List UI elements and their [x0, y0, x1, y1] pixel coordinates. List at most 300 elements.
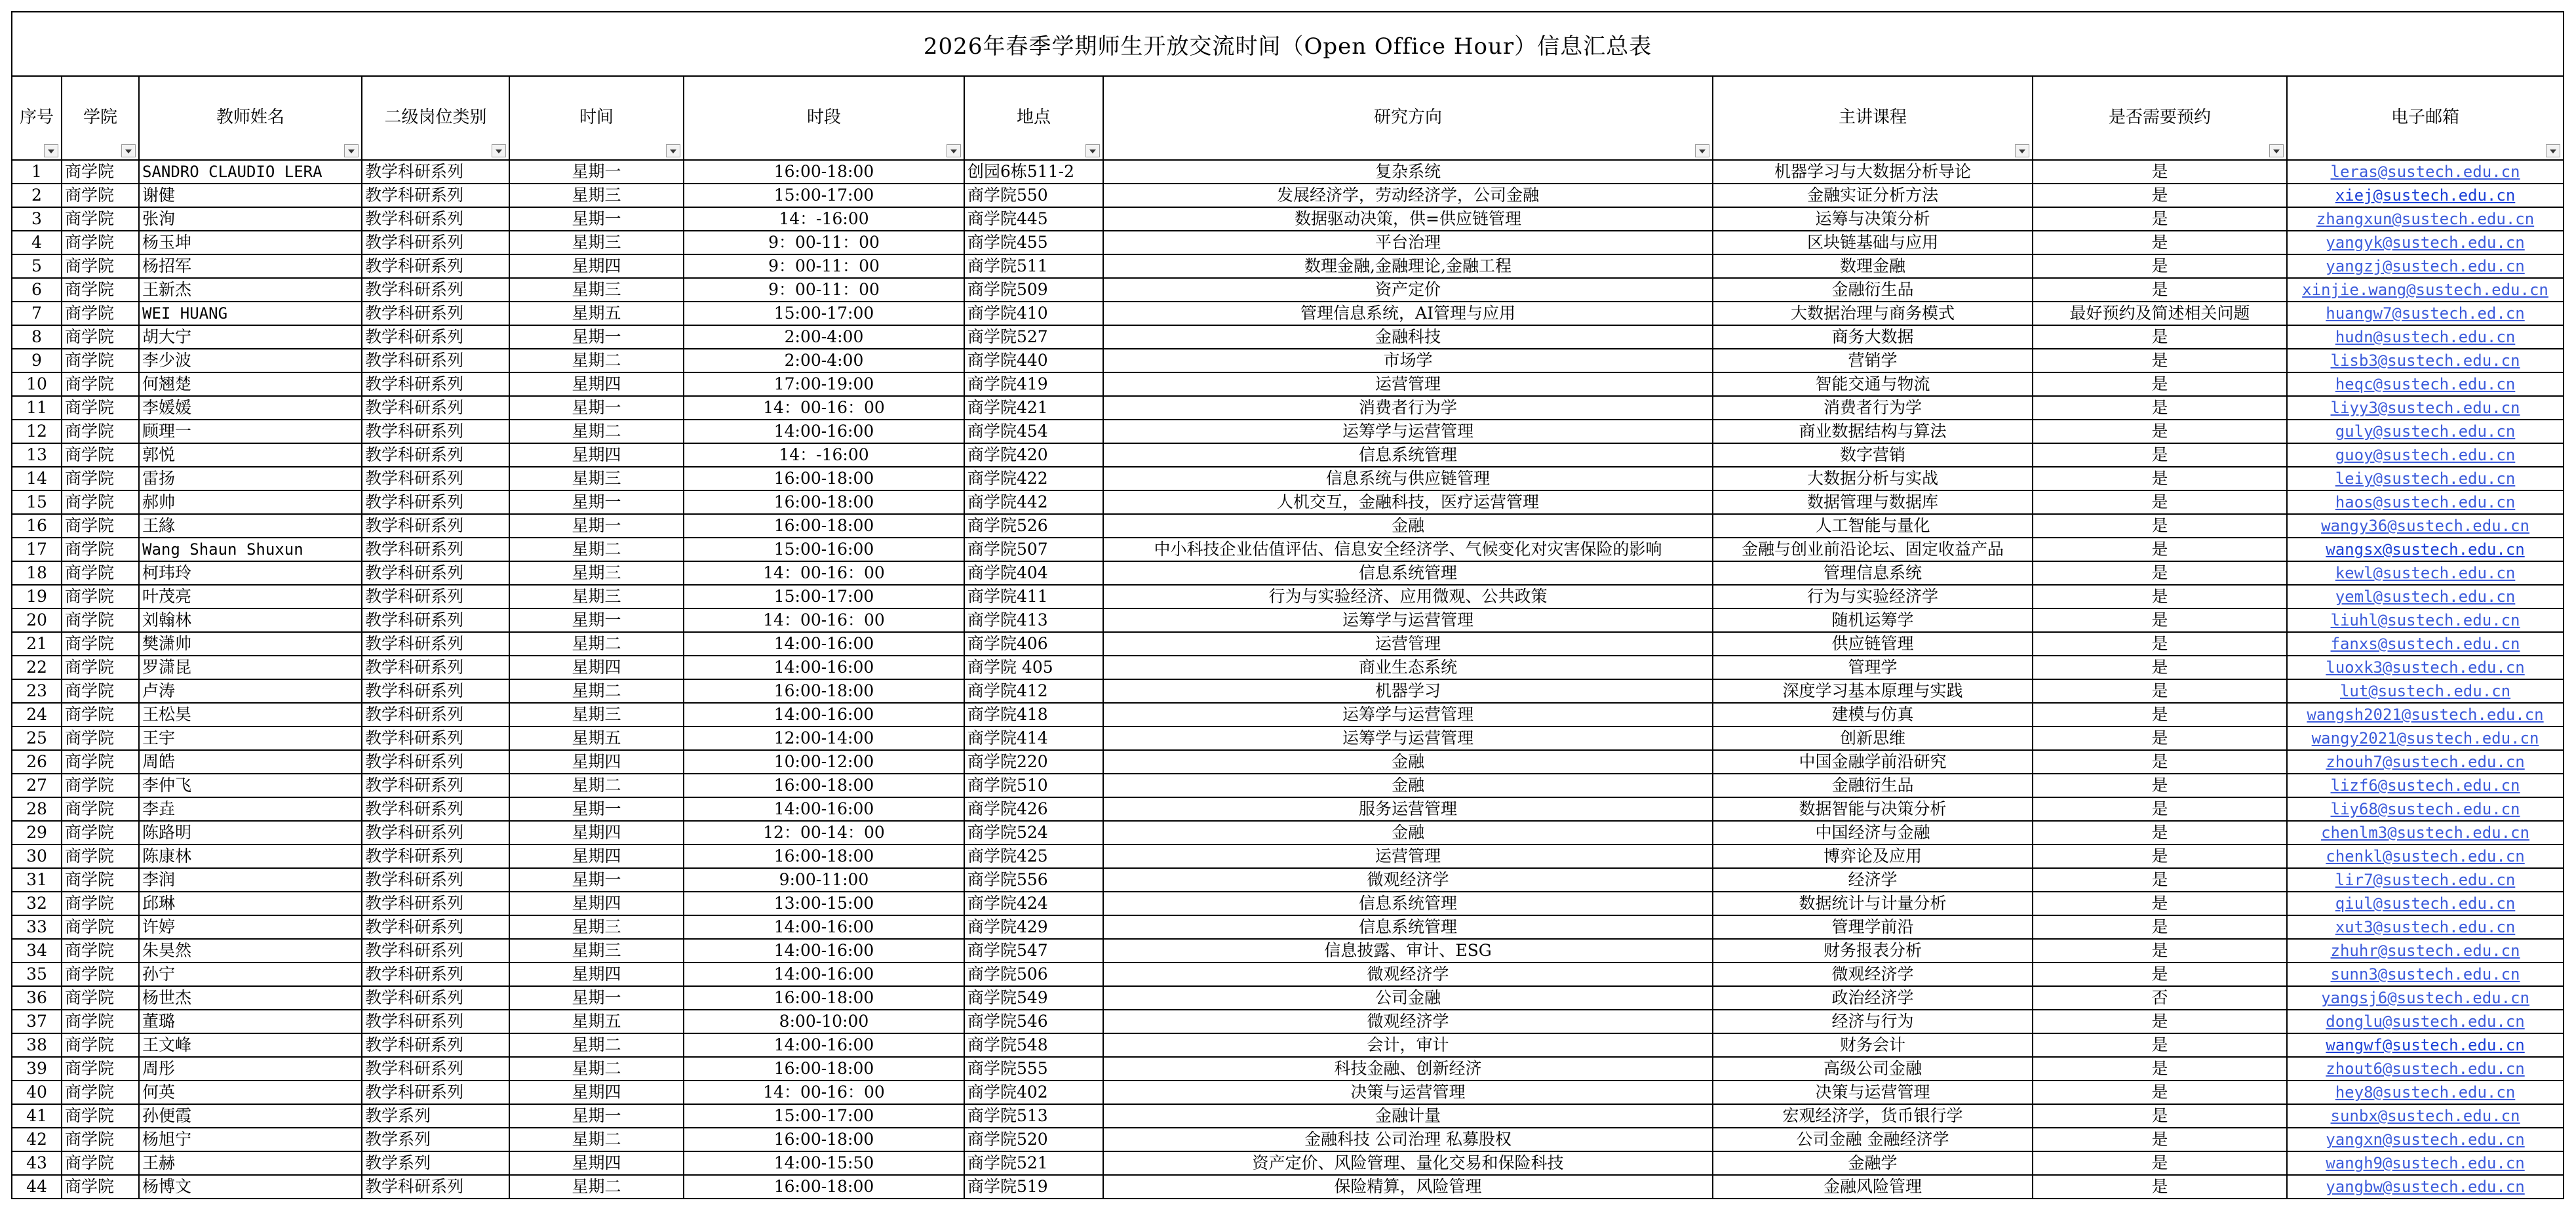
cell-teacher-name[interactable]: 陈康林	[139, 845, 362, 868]
cell-index[interactable]: 11	[12, 396, 62, 420]
cell-course[interactable]: 政治经济学	[1713, 986, 2033, 1010]
email-link[interactable]: donglu@sustech.edu.cn	[2326, 1012, 2525, 1031]
cell-location[interactable]: 商学院410	[964, 302, 1103, 325]
cell-time-slot[interactable]: 14:00-16:00	[684, 703, 964, 726]
cell-position-category[interactable]: 教学系列	[362, 1151, 509, 1175]
cell-research-area[interactable]: 复杂系统	[1103, 160, 1713, 184]
cell-reservation-required[interactable]: 是	[2033, 845, 2287, 868]
cell-teacher-name[interactable]: 杨博文	[139, 1175, 362, 1199]
email-link[interactable]: haos@sustech.edu.cn	[2335, 493, 2516, 511]
cell-index[interactable]: 8	[12, 325, 62, 349]
cell-reservation-required[interactable]: 最好预约及简述相关问题	[2033, 302, 2287, 325]
cell-time-slot[interactable]: 14：00-16：00	[684, 608, 964, 632]
cell-index[interactable]: 33	[12, 915, 62, 939]
cell-teacher-name[interactable]: Wang Shaun Shuxun	[139, 538, 362, 561]
cell-course[interactable]: 财务报表分析	[1713, 939, 2033, 963]
cell-location[interactable]: 商学院527	[964, 325, 1103, 349]
cell-reservation-required[interactable]: 是	[2033, 325, 2287, 349]
cell-research-area[interactable]: 运营管理	[1103, 372, 1713, 396]
cell-time-slot[interactable]: 14:00-16:00	[684, 939, 964, 963]
cell-college[interactable]: 商学院	[62, 845, 139, 868]
cell-weekday[interactable]: 星期二	[509, 1057, 684, 1081]
cell-index[interactable]: 28	[12, 797, 62, 821]
email-link[interactable]: yangsj6@sustech.edu.cn	[2321, 989, 2529, 1007]
email-link[interactable]: wangh9@sustech.edu.cn	[2326, 1154, 2525, 1172]
cell-location[interactable]: 商学院513	[964, 1104, 1103, 1128]
cell-research-area[interactable]: 信息系统管理	[1103, 561, 1713, 585]
cell-college[interactable]: 商学院	[62, 1033, 139, 1057]
cell-course[interactable]: 管理学	[1713, 656, 2033, 679]
cell-weekday[interactable]: 星期二	[509, 420, 684, 443]
cell-time-slot[interactable]: 14：00-16：00	[684, 396, 964, 420]
email-link[interactable]: wangy36@sustech.edu.cn	[2321, 517, 2529, 535]
cell-weekday[interactable]: 星期一	[509, 160, 684, 184]
cell-location[interactable]: 商学院507	[964, 538, 1103, 561]
cell-time-slot[interactable]: 9：00-11：00	[684, 254, 964, 278]
cell-teacher-name[interactable]: 樊潇帅	[139, 632, 362, 656]
cell-college[interactable]: 商学院	[62, 726, 139, 750]
cell-time-slot[interactable]: 14：00-16：00	[684, 1081, 964, 1104]
email-link[interactable]: guly@sustech.edu.cn	[2335, 422, 2516, 441]
cell-location[interactable]: 商学院548	[964, 1033, 1103, 1057]
cell-reservation-required[interactable]: 是	[2033, 278, 2287, 302]
cell-reservation-required[interactable]: 是	[2033, 467, 2287, 490]
cell-position-category[interactable]: 教学科研系列	[362, 585, 509, 608]
cell-time-slot[interactable]: 9:00-11:00	[684, 868, 964, 892]
cell-index[interactable]: 17	[12, 538, 62, 561]
cell-course[interactable]: 高级公司金融	[1713, 1057, 2033, 1081]
cell-index[interactable]: 9	[12, 349, 62, 372]
cell-research-area[interactable]: 信息系统管理	[1103, 892, 1713, 915]
cell-position-category[interactable]: 教学科研系列	[362, 1010, 509, 1033]
cell-college[interactable]: 商学院	[62, 774, 139, 797]
cell-weekday[interactable]: 星期三	[509, 939, 684, 963]
cell-weekday[interactable]: 星期五	[509, 1010, 684, 1033]
cell-reservation-required[interactable]: 是	[2033, 160, 2287, 184]
cell-research-area[interactable]: 微观经济学	[1103, 868, 1713, 892]
cell-position-category[interactable]: 教学科研系列	[362, 868, 509, 892]
email-link[interactable]: xiej@sustech.edu.cn	[2335, 186, 2516, 205]
cell-research-area[interactable]: 数理金融,金融理论,金融工程	[1103, 254, 1713, 278]
cell-position-category[interactable]: 教学科研系列	[362, 703, 509, 726]
cell-course[interactable]: 大数据治理与商务模式	[1713, 302, 2033, 325]
cell-weekday[interactable]: 星期四	[509, 1151, 684, 1175]
cell-index[interactable]: 20	[12, 608, 62, 632]
cell-reservation-required[interactable]: 是	[2033, 963, 2287, 986]
cell-position-category[interactable]: 教学科研系列	[362, 254, 509, 278]
cell-weekday[interactable]: 星期三	[509, 184, 684, 207]
cell-teacher-name[interactable]: 何英	[139, 1081, 362, 1104]
email-link[interactable]: lizf6@sustech.edu.cn	[2330, 776, 2520, 795]
cell-reservation-required[interactable]: 是	[2033, 608, 2287, 632]
cell-course[interactable]: 财务会计	[1713, 1033, 2033, 1057]
cell-course[interactable]: 中国金融学前沿研究	[1713, 750, 2033, 774]
cell-index[interactable]: 16	[12, 514, 62, 538]
cell-time-slot[interactable]: 9：00-11：00	[684, 278, 964, 302]
cell-location[interactable]: 商学院424	[964, 892, 1103, 915]
cell-reservation-required[interactable]: 是	[2033, 1033, 2287, 1057]
cell-time-slot[interactable]: 14：00-16：00	[684, 561, 964, 585]
cell-index[interactable]: 21	[12, 632, 62, 656]
cell-research-area[interactable]: 运营管理	[1103, 845, 1713, 868]
cell-research-area[interactable]: 信息系统管理	[1103, 443, 1713, 467]
email-link[interactable]: fanxs@sustech.edu.cn	[2330, 635, 2520, 653]
filter-dropdown-icon[interactable]	[1695, 144, 1709, 157]
cell-teacher-name[interactable]: 刘翰林	[139, 608, 362, 632]
cell-college[interactable]: 商学院	[62, 396, 139, 420]
cell-location[interactable]: 商学院521	[964, 1151, 1103, 1175]
cell-time-slot[interactable]: 2:00-4:00	[684, 349, 964, 372]
cell-research-area[interactable]: 信息系统与供应链管理	[1103, 467, 1713, 490]
cell-college[interactable]: 商学院	[62, 986, 139, 1010]
cell-position-category[interactable]: 教学科研系列	[362, 490, 509, 514]
filter-dropdown-icon[interactable]	[946, 144, 961, 157]
cell-index[interactable]: 14	[12, 467, 62, 490]
cell-teacher-name[interactable]: 郝帅	[139, 490, 362, 514]
cell-weekday[interactable]: 星期三	[509, 467, 684, 490]
cell-college[interactable]: 商学院	[62, 420, 139, 443]
cell-position-category[interactable]: 教学科研系列	[362, 396, 509, 420]
cell-reservation-required[interactable]: 是	[2033, 1175, 2287, 1199]
cell-time-slot[interactable]: 16:00-18:00	[684, 514, 964, 538]
cell-location[interactable]: 商学院419	[964, 372, 1103, 396]
cell-index[interactable]: 23	[12, 679, 62, 703]
cell-location[interactable]: 商学院546	[964, 1010, 1103, 1033]
cell-time-slot[interactable]: 16:00-18:00	[684, 774, 964, 797]
email-link[interactable]: zhuhr@sustech.edu.cn	[2330, 942, 2520, 960]
cell-reservation-required[interactable]: 是	[2033, 443, 2287, 467]
cell-research-area[interactable]: 保险精算，风险管理	[1103, 1175, 1713, 1199]
cell-location[interactable]: 商学院445	[964, 207, 1103, 231]
cell-index[interactable]: 26	[12, 750, 62, 774]
cell-weekday[interactable]: 星期四	[509, 1081, 684, 1104]
email-link[interactable]: sunn3@sustech.edu.cn	[2330, 965, 2520, 984]
cell-teacher-name[interactable]: 李润	[139, 868, 362, 892]
cell-time-slot[interactable]: 16:00-18:00	[684, 1175, 964, 1199]
email-link[interactable]: huangw7@sustech.ed.cn	[2326, 304, 2525, 323]
cell-location[interactable]: 商学院411	[964, 585, 1103, 608]
cell-college[interactable]: 商学院	[62, 325, 139, 349]
filter-dropdown-icon[interactable]	[2546, 144, 2560, 157]
cell-weekday[interactable]: 星期一	[509, 207, 684, 231]
cell-position-category[interactable]: 教学科研系列	[362, 325, 509, 349]
cell-index[interactable]: 37	[12, 1010, 62, 1033]
cell-time-slot[interactable]: 14:00-16:00	[684, 632, 964, 656]
cell-time-slot[interactable]: 15:00-17:00	[684, 184, 964, 207]
cell-position-category[interactable]: 教学科研系列	[362, 420, 509, 443]
cell-position-category[interactable]: 教学科研系列	[362, 538, 509, 561]
cell-weekday[interactable]: 星期一	[509, 396, 684, 420]
cell-time-slot[interactable]: 14:00-16:00	[684, 963, 964, 986]
cell-weekday[interactable]: 星期一	[509, 490, 684, 514]
cell-position-category[interactable]: 教学科研系列	[362, 986, 509, 1010]
email-link[interactable]: chenkl@sustech.edu.cn	[2326, 847, 2525, 865]
cell-reservation-required[interactable]: 是	[2033, 1081, 2287, 1104]
cell-time-slot[interactable]: 16:00-18:00	[684, 679, 964, 703]
cell-college[interactable]: 商学院	[62, 656, 139, 679]
email-link[interactable]: guoy@sustech.edu.cn	[2335, 446, 2516, 464]
cell-position-category[interactable]: 教学系列	[362, 1128, 509, 1151]
cell-course[interactable]: 管理学前沿	[1713, 915, 2033, 939]
cell-position-category[interactable]: 教学科研系列	[362, 514, 509, 538]
cell-college[interactable]: 商学院	[62, 679, 139, 703]
cell-position-category[interactable]: 教学科研系列	[362, 443, 509, 467]
cell-course[interactable]: 微观经济学	[1713, 963, 2033, 986]
cell-index[interactable]: 31	[12, 868, 62, 892]
cell-research-area[interactable]: 微观经济学	[1103, 963, 1713, 986]
cell-research-area[interactable]: 运筹学与运营管理	[1103, 703, 1713, 726]
cell-course[interactable]: 金融实证分析方法	[1713, 184, 2033, 207]
cell-teacher-name[interactable]: 李少波	[139, 349, 362, 372]
cell-course[interactable]: 经济学	[1713, 868, 2033, 892]
cell-course[interactable]: 行为与实验经济学	[1713, 585, 2033, 608]
cell-course[interactable]: 深度学习基本原理与实践	[1713, 679, 2033, 703]
cell-index[interactable]: 39	[12, 1057, 62, 1081]
cell-time-slot[interactable]: 16:00-18:00	[684, 490, 964, 514]
cell-course[interactable]: 金融与创业前沿论坛、固定收益产品	[1713, 538, 2033, 561]
cell-college[interactable]: 商学院	[62, 302, 139, 325]
cell-research-area[interactable]: 科技金融、创新经济	[1103, 1057, 1713, 1081]
cell-college[interactable]: 商学院	[62, 514, 139, 538]
cell-position-category[interactable]: 教学科研系列	[362, 207, 509, 231]
cell-reservation-required[interactable]: 是	[2033, 797, 2287, 821]
cell-teacher-name[interactable]: WEI HUANG	[139, 302, 362, 325]
cell-time-slot[interactable]: 14:00-16:00	[684, 1033, 964, 1057]
email-link[interactable]: yeml@sustech.edu.cn	[2335, 587, 2516, 606]
email-link[interactable]: liuhl@sustech.edu.cn	[2330, 611, 2520, 629]
email-link[interactable]: hudn@sustech.edu.cn	[2335, 328, 2516, 346]
cell-college[interactable]: 商学院	[62, 750, 139, 774]
cell-course[interactable]: 金融风险管理	[1713, 1175, 2033, 1199]
email-link[interactable]: yangyk@sustech.edu.cn	[2326, 233, 2525, 252]
cell-reservation-required[interactable]: 是	[2033, 774, 2287, 797]
cell-teacher-name[interactable]: 谢健	[139, 184, 362, 207]
cell-teacher-name[interactable]: 李媛媛	[139, 396, 362, 420]
cell-reservation-required[interactable]: 是	[2033, 207, 2287, 231]
cell-time-slot[interactable]: 17:00-19:00	[684, 372, 964, 396]
cell-weekday[interactable]: 星期二	[509, 679, 684, 703]
cell-course[interactable]: 公司金融 金融经济学	[1713, 1128, 2033, 1151]
cell-weekday[interactable]: 星期四	[509, 372, 684, 396]
filter-dropdown-icon[interactable]	[44, 144, 58, 157]
cell-time-slot[interactable]: 8:00-10:00	[684, 1010, 964, 1033]
cell-location[interactable]: 商学院418	[964, 703, 1103, 726]
cell-teacher-name[interactable]: 杨世杰	[139, 986, 362, 1010]
email-link[interactable]: lir7@sustech.edu.cn	[2335, 871, 2516, 889]
cell-teacher-name[interactable]: 王赫	[139, 1151, 362, 1175]
filter-dropdown-icon[interactable]	[2269, 144, 2284, 157]
cell-reservation-required[interactable]: 是	[2033, 349, 2287, 372]
cell-weekday[interactable]: 星期二	[509, 632, 684, 656]
cell-college[interactable]: 商学院	[62, 915, 139, 939]
cell-location[interactable]: 商学院511	[964, 254, 1103, 278]
cell-weekday[interactable]: 星期一	[509, 797, 684, 821]
cell-position-category[interactable]: 教学科研系列	[362, 656, 509, 679]
cell-college[interactable]: 商学院	[62, 963, 139, 986]
cell-weekday[interactable]: 星期四	[509, 963, 684, 986]
cell-reservation-required[interactable]: 否	[2033, 986, 2287, 1010]
cell-course[interactable]: 创新思维	[1713, 726, 2033, 750]
cell-research-area[interactable]: 服务运营管理	[1103, 797, 1713, 821]
cell-location[interactable]: 商学院412	[964, 679, 1103, 703]
cell-college[interactable]: 商学院	[62, 184, 139, 207]
cell-course[interactable]: 供应链管理	[1713, 632, 2033, 656]
cell-research-area[interactable]: 金融科技	[1103, 325, 1713, 349]
cell-location[interactable]: 商学院520	[964, 1128, 1103, 1151]
cell-research-area[interactable]: 金融	[1103, 774, 1713, 797]
cell-index[interactable]: 43	[12, 1151, 62, 1175]
cell-teacher-name[interactable]: 王緣	[139, 514, 362, 538]
cell-course[interactable]: 数据统计与计量分析	[1713, 892, 2033, 915]
cell-college[interactable]: 商学院	[62, 231, 139, 254]
cell-location[interactable]: 商学院422	[964, 467, 1103, 490]
cell-index[interactable]: 41	[12, 1104, 62, 1128]
cell-weekday[interactable]: 星期三	[509, 585, 684, 608]
cell-college[interactable]: 商学院	[62, 797, 139, 821]
cell-time-slot[interactable]: 14:00-16:00	[684, 656, 964, 679]
cell-research-area[interactable]: 人机交互，金融科技，医疗运营管理	[1103, 490, 1713, 514]
cell-position-category[interactable]: 教学科研系列	[362, 467, 509, 490]
cell-research-area[interactable]: 信息披露、审计、ESG	[1103, 939, 1713, 963]
cell-time-slot[interactable]: 12:00-14:00	[684, 726, 964, 750]
cell-time-slot[interactable]: 15:00-17:00	[684, 585, 964, 608]
cell-location[interactable]: 商学院413	[964, 608, 1103, 632]
filter-dropdown-icon[interactable]	[344, 144, 359, 157]
cell-index[interactable]: 19	[12, 585, 62, 608]
cell-index[interactable]: 36	[12, 986, 62, 1010]
cell-teacher-name[interactable]: 王新杰	[139, 278, 362, 302]
cell-weekday[interactable]: 星期四	[509, 254, 684, 278]
cell-college[interactable]: 商学院	[62, 207, 139, 231]
cell-time-slot[interactable]: 15:00-16:00	[684, 538, 964, 561]
cell-index[interactable]: 34	[12, 939, 62, 963]
cell-index[interactable]: 38	[12, 1033, 62, 1057]
cell-research-area[interactable]: 金融	[1103, 821, 1713, 845]
cell-position-category[interactable]: 教学科研系列	[362, 160, 509, 184]
email-link[interactable]: wangsx@sustech.edu.cn	[2326, 540, 2525, 559]
cell-time-slot[interactable]: 16:00-18:00	[684, 986, 964, 1010]
cell-location[interactable]: 商学院220	[964, 750, 1103, 774]
cell-position-category[interactable]: 教学科研系列	[362, 939, 509, 963]
cell-weekday[interactable]: 星期四	[509, 821, 684, 845]
cell-location[interactable]: 商学院526	[964, 514, 1103, 538]
cell-course[interactable]: 数理金融	[1713, 254, 2033, 278]
cell-index[interactable]: 29	[12, 821, 62, 845]
cell-college[interactable]: 商学院	[62, 254, 139, 278]
cell-weekday[interactable]: 星期一	[509, 608, 684, 632]
email-link[interactable]: hey8@sustech.edu.cn	[2335, 1083, 2516, 1102]
cell-time-slot[interactable]: 14：-16:00	[684, 207, 964, 231]
cell-weekday[interactable]: 星期三	[509, 915, 684, 939]
cell-research-area[interactable]: 资产定价、风险管理、量化交易和保险科技	[1103, 1151, 1713, 1175]
cell-reservation-required[interactable]: 是	[2033, 254, 2287, 278]
cell-course[interactable]: 数据管理与数据库	[1713, 490, 2033, 514]
cell-teacher-name[interactable]: 王宇	[139, 726, 362, 750]
cell-location[interactable]: 商学院442	[964, 490, 1103, 514]
cell-location[interactable]: 商学院425	[964, 845, 1103, 868]
cell-college[interactable]: 商学院	[62, 1175, 139, 1199]
filter-dropdown-icon[interactable]	[2015, 144, 2029, 157]
cell-index[interactable]: 24	[12, 703, 62, 726]
cell-teacher-name[interactable]: 许婷	[139, 915, 362, 939]
cell-location[interactable]: 商学院426	[964, 797, 1103, 821]
cell-teacher-name[interactable]: 孙宁	[139, 963, 362, 986]
cell-weekday[interactable]: 星期二	[509, 774, 684, 797]
cell-course[interactable]: 金融衍生品	[1713, 278, 2033, 302]
cell-teacher-name[interactable]: 王松昊	[139, 703, 362, 726]
cell-location[interactable]: 商学院406	[964, 632, 1103, 656]
cell-reservation-required[interactable]: 是	[2033, 538, 2287, 561]
cell-course[interactable]: 商务大数据	[1713, 325, 2033, 349]
cell-position-category[interactable]: 教学科研系列	[362, 349, 509, 372]
cell-location[interactable]: 商学院421	[964, 396, 1103, 420]
cell-weekday[interactable]: 星期四	[509, 656, 684, 679]
cell-location[interactable]: 商学院549	[964, 986, 1103, 1010]
cell-weekday[interactable]: 星期二	[509, 1033, 684, 1057]
cell-reservation-required[interactable]: 是	[2033, 420, 2287, 443]
cell-college[interactable]: 商学院	[62, 561, 139, 585]
cell-location[interactable]: 商学院440	[964, 349, 1103, 372]
cell-college[interactable]: 商学院	[62, 372, 139, 396]
cell-weekday[interactable]: 星期四	[509, 892, 684, 915]
cell-weekday[interactable]: 星期四	[509, 750, 684, 774]
cell-location[interactable]: 商学院404	[964, 561, 1103, 585]
cell-reservation-required[interactable]: 是	[2033, 1010, 2287, 1033]
cell-position-category[interactable]: 教学科研系列	[362, 302, 509, 325]
email-link[interactable]: leiy@sustech.edu.cn	[2335, 469, 2516, 488]
cell-teacher-name[interactable]: 雷扬	[139, 467, 362, 490]
cell-research-area[interactable]: 运筹学与运营管理	[1103, 726, 1713, 750]
cell-index[interactable]: 15	[12, 490, 62, 514]
cell-position-category[interactable]: 教学科研系列	[362, 750, 509, 774]
email-link[interactable]: liy68@sustech.edu.cn	[2330, 800, 2520, 818]
cell-index[interactable]: 1	[12, 160, 62, 184]
cell-teacher-name[interactable]: 郭悦	[139, 443, 362, 467]
cell-weekday[interactable]: 星期二	[509, 1128, 684, 1151]
cell-location[interactable]: 商学院547	[964, 939, 1103, 963]
cell-index[interactable]: 25	[12, 726, 62, 750]
cell-teacher-name[interactable]: 杨旭宁	[139, 1128, 362, 1151]
cell-location[interactable]: 商学院524	[964, 821, 1103, 845]
cell-reservation-required[interactable]: 是	[2033, 868, 2287, 892]
cell-position-category[interactable]: 教学科研系列	[362, 797, 509, 821]
cell-research-area[interactable]: 运筹学与运营管理	[1103, 608, 1713, 632]
cell-time-slot[interactable]: 16:00-18:00	[684, 1128, 964, 1151]
cell-college[interactable]: 商学院	[62, 939, 139, 963]
cell-course[interactable]: 经济与行为	[1713, 1010, 2033, 1033]
cell-reservation-required[interactable]: 是	[2033, 915, 2287, 939]
email-link[interactable]: wangsh2021@sustech.edu.cn	[2307, 706, 2544, 724]
cell-reservation-required[interactable]: 是	[2033, 632, 2287, 656]
email-link[interactable]: yangxn@sustech.edu.cn	[2326, 1130, 2525, 1149]
cell-position-category[interactable]: 教学科研系列	[362, 821, 509, 845]
cell-college[interactable]: 商学院	[62, 821, 139, 845]
cell-reservation-required[interactable]: 是	[2033, 396, 2287, 420]
filter-dropdown-icon[interactable]	[121, 144, 136, 157]
cell-position-category[interactable]: 教学科研系列	[362, 1175, 509, 1199]
cell-teacher-name[interactable]: 何翘楚	[139, 372, 362, 396]
cell-course[interactable]: 营销学	[1713, 349, 2033, 372]
cell-teacher-name[interactable]: 叶茂亮	[139, 585, 362, 608]
cell-position-category[interactable]: 教学科研系列	[362, 679, 509, 703]
cell-college[interactable]: 商学院	[62, 443, 139, 467]
email-link[interactable]: lisb3@sustech.edu.cn	[2330, 351, 2520, 370]
email-link[interactable]: wangwf@sustech.edu.cn	[2326, 1036, 2525, 1054]
cell-weekday[interactable]: 星期一	[509, 986, 684, 1010]
email-link[interactable]: heqc@sustech.edu.cn	[2335, 375, 2516, 393]
cell-teacher-name[interactable]: 柯玮玲	[139, 561, 362, 585]
cell-teacher-name[interactable]: SANDRO CLAUDIO LERA	[139, 160, 362, 184]
